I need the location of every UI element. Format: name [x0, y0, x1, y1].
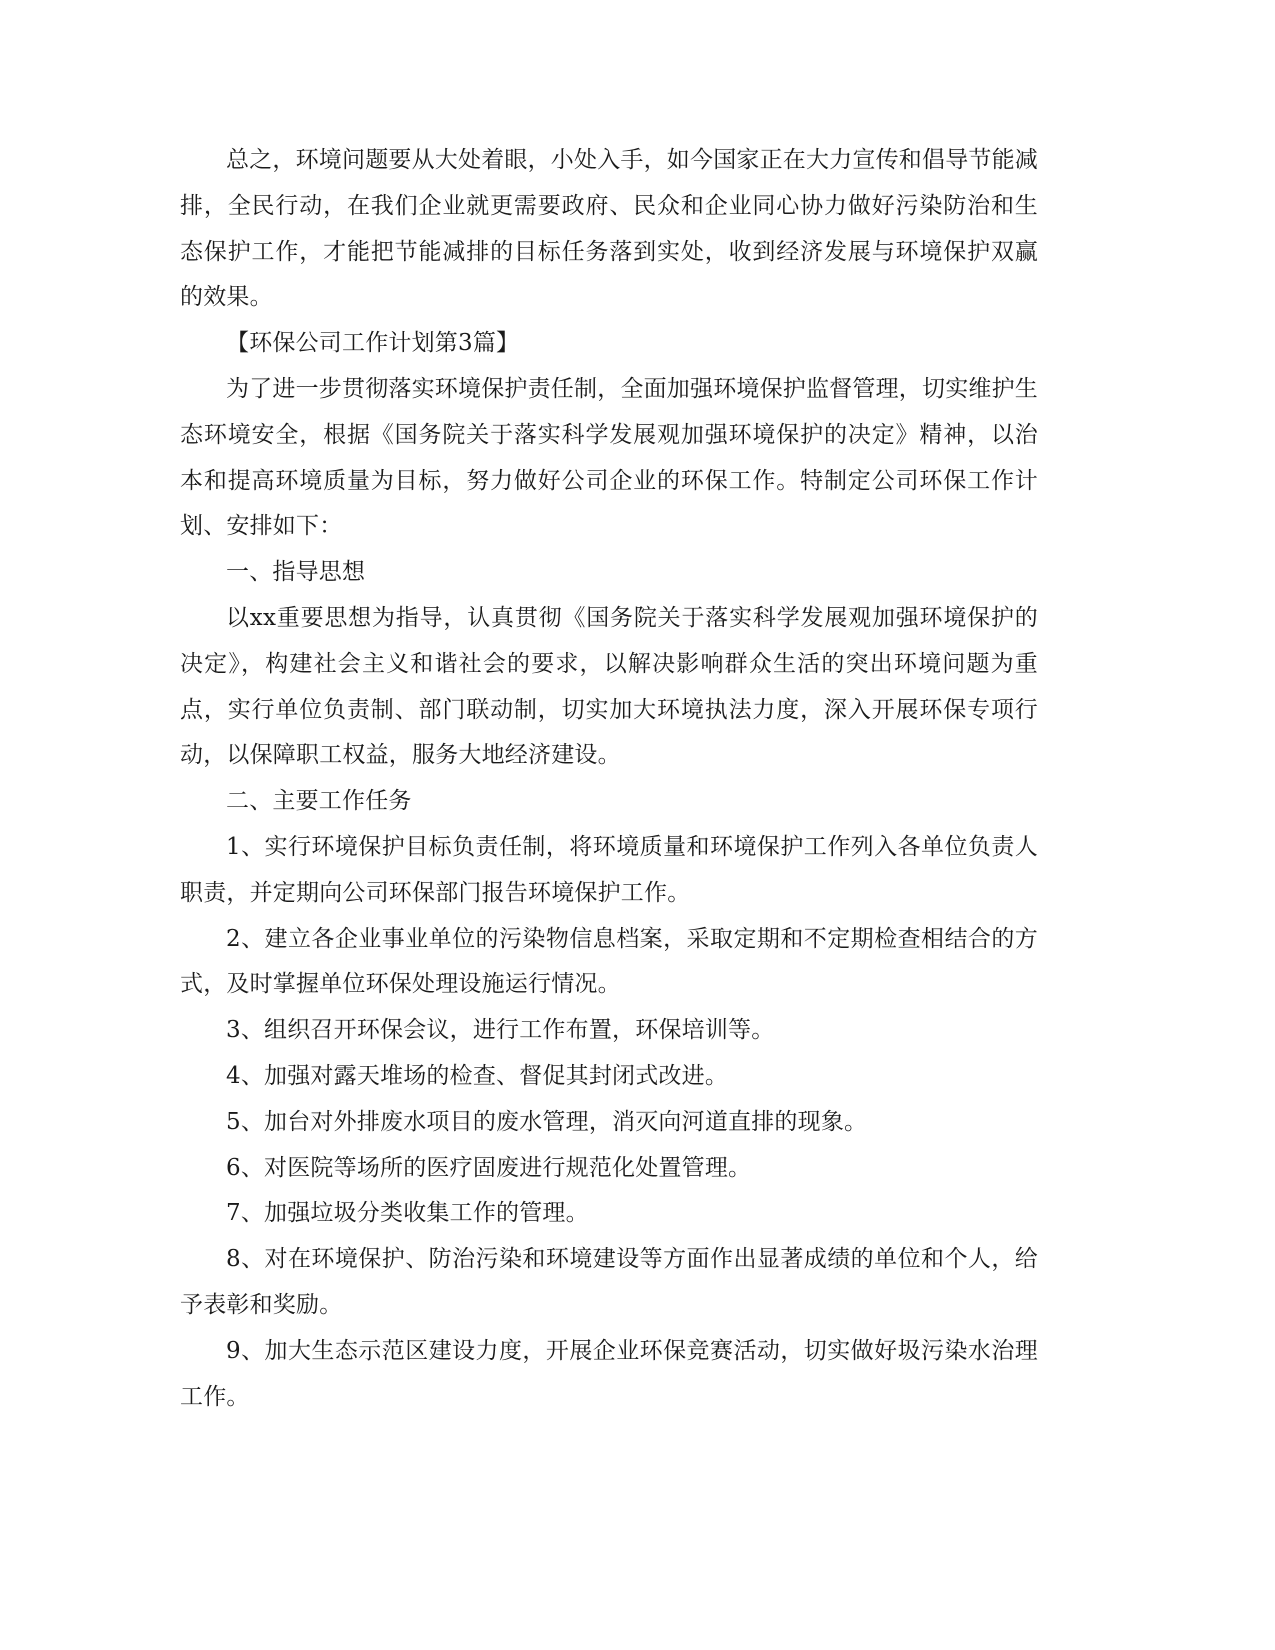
task-item-5: 5、加台对外排废水项目的废水管理，消灭向河道直排的现象。 [226, 1108, 868, 1135]
paragraph-conclusion: 总之，环境问题要从大处着眼，小处入手，如今国家正在大力宣传和倡导节能减排，全民行动，在我们企业就更需要政府、民众和企业同心协力做好污染防治和生态保护工作，才能把节能减排的目标任务落到实处，收到经济发展与环境保护双赢的效果。 [180, 147, 1038, 311]
task-item-6: 6、对医院等场所的医疗固废进行规范化处置管理。 [226, 1154, 752, 1181]
task-item-8: 8、对在环境保护、防治污染和环境建设等方面作出显著成绩的单位和个人，给予表彰和奖励。 [180, 1246, 1038, 1318]
task-item-9: 9、加大生态示范区建设力度，开展企业环保竞赛活动，切实做好圾污染水治理工作。 [180, 1337, 1038, 1410]
heading-main-tasks: 二、主要工作任务 [226, 788, 412, 815]
section-heading-plan-3: 【环保公司工作计划第3篇】 [226, 330, 520, 357]
document-body [180, 138, 1038, 1420]
task-item-7: 7、加强垃圾分类收集工作的管理。 [226, 1200, 589, 1227]
task-item-3: 3、组织召开环保会议，进行工作布置，环保培训等。 [226, 1017, 775, 1044]
heading-guiding-ideology: 一、指导思想 [226, 559, 366, 586]
paragraph-guiding-ideology: 以xx重要思想为指导，认真贯彻《国务院关于落实科学发展观加强环境保护的决定》，构建社会主义和谐社会的要求，以解决影响群众生活的突出环境问题为重点，实行单位负责制、部门联动制，切实加大环境执法力度，深入开展环保专项行动，以保障职工权益，服务大地经济建设。 [180, 604, 1038, 769]
task-item-1: 1、实行环境保护目标负责任制，将环境质量和环境保护工作列入各单位负责人职责，并定期向公司环保部门报告环境保护工作。 [180, 833, 1038, 906]
paragraph-intro: 为了进一步贯彻落实环境保护责任制，全面加强环境保护监督管理，切实维护生态环境安全，根据《国务院关于落实科学发展观加强环境保护的决定》精神，以治本和提高环境质量为目标，努力做好公司企业的环保工作。特制定公司环保工作计划、安排如下： [180, 375, 1038, 540]
task-item-2: 2、建立各企业事业单位的污染物信息档案，采取定期和不定期检查相结合的方式，及时掌握单位环保处理设施运行情况。 [180, 925, 1038, 998]
task-item-4: 4、加强对露天堆场的检查、督促其封闭式改进。 [226, 1062, 729, 1089]
